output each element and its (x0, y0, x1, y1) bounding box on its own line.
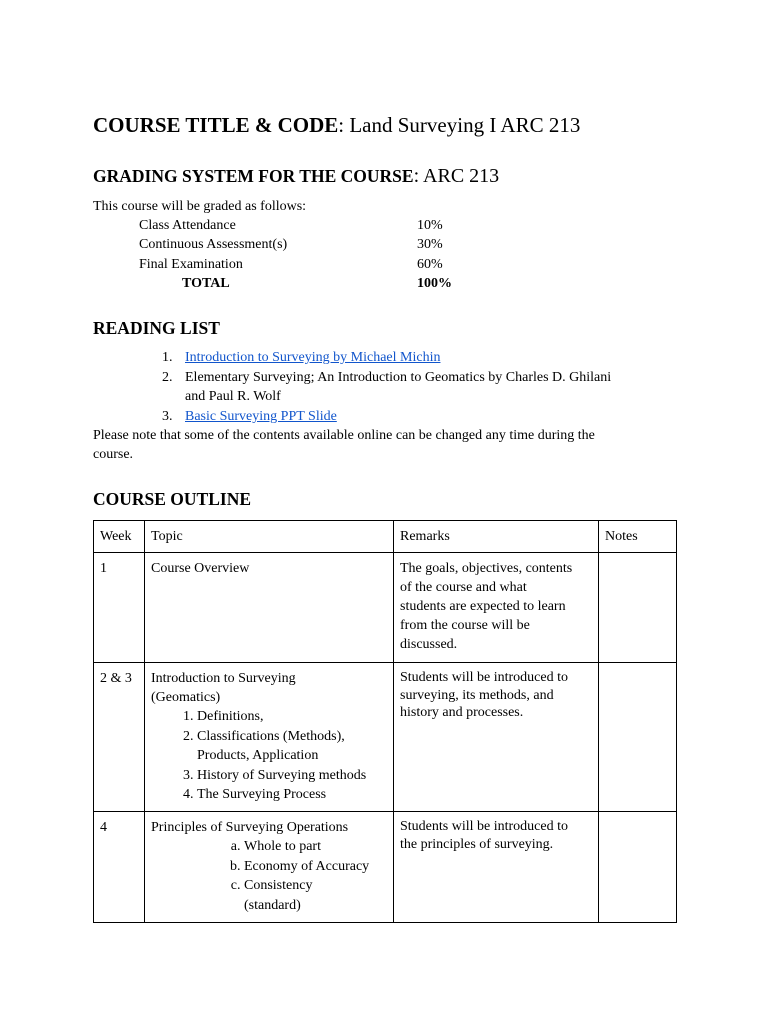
grading-total-pct: 100% (417, 276, 452, 291)
table-row (94, 812, 677, 923)
reading-number: 3. (162, 409, 173, 424)
grading-intro: This course will be graded as follows: (93, 199, 307, 214)
reading-link-michin[interactable]: Introduction to Surveying by Michael Michin (185, 350, 441, 365)
remarks-line: from the course will be (400, 618, 530, 633)
course-outline-heading: COURSE OUTLINE (93, 489, 252, 509)
grading-item-name: Continuous Assessment(s) (139, 237, 288, 252)
course-title-value: : Land Surveying I ARC 213 (338, 113, 581, 137)
subtopic-item: b. Economy of Accuracy (244, 857, 387, 877)
subtopic-item: a. Whole to part (244, 837, 387, 857)
grading-heading: GRADING SYSTEM FOR THE COURSE (93, 166, 414, 186)
subtopic-item: 1. Definitions, (197, 707, 387, 727)
week-cell: 1 (94, 553, 145, 663)
course-outline-table (93, 520, 677, 923)
remarks-line: history and processes. (400, 705, 524, 720)
remarks-line: the principles of surveying. (400, 836, 554, 852)
subtopic-item: 2. Classifications (Methods), Products, Application (197, 727, 387, 766)
remarks-line: Students will be introduced to (400, 819, 568, 834)
grading-code: : ARC 213 (413, 165, 500, 187)
subtopic-item: 4. The Surveying Process (197, 785, 387, 805)
remarks-line: surveying, its methods, and (400, 687, 554, 703)
remarks-line: students are expected to learn (400, 599, 566, 614)
week-cell: 2 & 3 (94, 663, 145, 812)
notes-cell (599, 553, 677, 663)
reading-item-ghilani-cont: and Paul R. Wolf (185, 389, 281, 404)
header-remarks: Remarks (394, 521, 599, 553)
grading-item-pct: 30% (417, 237, 443, 252)
reading-number: 2. (162, 370, 173, 385)
grading-item-pct: 10% (417, 218, 443, 233)
reading-link-ppt-slide[interactable]: Basic Surveying PPT Slide (185, 409, 337, 424)
topic-line: Principles of Surveying Operations (151, 820, 349, 835)
remarks-cell (394, 812, 599, 923)
table-header-row (94, 521, 677, 553)
topic-cell (145, 663, 394, 812)
remarks-line: Students will be introduced to (400, 670, 568, 685)
course-title-label: COURSE TITLE & CODE (93, 113, 339, 137)
topic-cell: Course Overview (145, 553, 394, 663)
subtopic-item: 3. History of Surveying methods (197, 766, 387, 786)
remarks-cell (394, 553, 599, 663)
notes-cell (599, 663, 677, 812)
topic-line: Introduction to Surveying (151, 671, 296, 686)
subtopic-list (151, 837, 387, 915)
topic-cell (145, 812, 394, 923)
reading-number: 1. (162, 350, 173, 365)
header-week: Week (94, 521, 145, 553)
subtopic-item: c. Consistency (standard) (244, 876, 387, 915)
week-cell: 4 (94, 812, 145, 923)
table-row (94, 553, 677, 663)
grading-item-name: Class Attendance (139, 218, 236, 233)
reading-item-ghilani: Elementary Surveying; An Introduction to Geomatics by Charles D. Ghilani (185, 370, 612, 385)
table-row (94, 663, 677, 812)
grading-item-pct: 60% (417, 257, 443, 272)
course-title-line (93, 113, 580, 138)
header-notes: Notes (599, 521, 677, 553)
reading-note-line1: Please note that some of the contents available online can be changed any time during the (93, 428, 595, 443)
notes-cell (599, 812, 677, 923)
topic-line: (Geomatics) (151, 690, 221, 705)
remarks-cell (394, 663, 599, 812)
subtopic-list (151, 707, 387, 805)
grading-item-name: Final Examination (139, 257, 243, 272)
grading-total-label: TOTAL (182, 276, 230, 291)
grading-heading-line (93, 165, 499, 188)
remarks-line: of the course and what (400, 580, 527, 595)
remarks-line: The goals, objectives, contents (400, 561, 573, 576)
header-topic: Topic (145, 521, 394, 553)
reading-note-line2: course. (93, 447, 134, 462)
remarks-line: discussed. (400, 637, 458, 652)
reading-list-heading: READING LIST (93, 318, 220, 338)
